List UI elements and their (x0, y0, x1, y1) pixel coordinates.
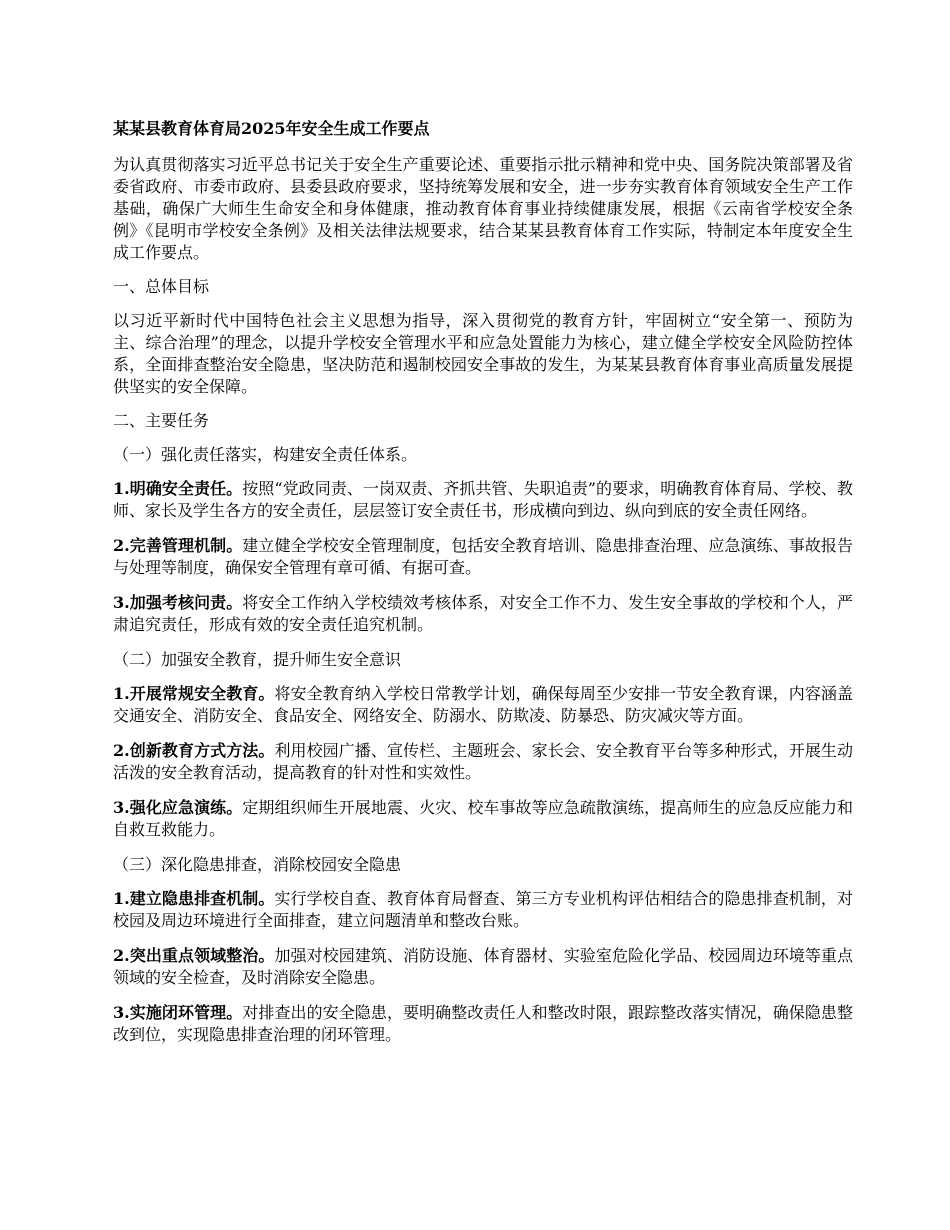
list-item (113, 797, 853, 841)
item-text: 将安全工作纳入学校绩效考核体系，对安全工作不力、发生安全事故的学校和个人，严肃追究责任，形成有效的安全责任追究机制。 (113, 593, 853, 634)
item-lead: 1.明确安全责任。 (113, 479, 243, 498)
list-item (113, 478, 853, 522)
item-lead: 3.加强考核问责。 (113, 593, 243, 612)
section-heading-main-tasks: 二、主要任务 (113, 411, 210, 430)
item-text: 利用校园广播、宣传栏、主题班会、家长会、安全教育平台等多种形式，开展生动活泼的安全教育活动，提高教育的针对性和实效性。 (113, 741, 853, 782)
list-item (113, 592, 853, 636)
list-item (113, 945, 853, 989)
list-item (113, 888, 853, 932)
list-item (113, 683, 853, 727)
document-page (113, 118, 853, 1059)
item-lead: 3.强化应急演练。 (113, 798, 243, 817)
subsection-heading-hazard-inspection: （三）深化隐患排查，消除校园安全隐患 (113, 855, 402, 874)
subsection-heading-responsibility: （一）强化责任落实，构建安全责任体系。 (113, 445, 418, 464)
item-text: 按照“党政同责、一岗双责、齐抓共管、失职追责”的要求，明确教育体育局、学校、教师、家长及学生各方的安全责任，层层签订安全责任书，形成横向到边、纵向到底的安全责任网络。 (113, 479, 853, 520)
document-title: 某某县教育体育局2025年安全生成工作要点 (113, 119, 430, 138)
item-text: 建立健全学校安全管理制度，包括安全教育培训、隐患排查治理、应急演练、事故报告与处理等制度，确保安全管理有章可循、有据可查。 (113, 536, 853, 577)
item-text: 实行学校自查、教育体育局督查、第三方专业机构评估相结合的隐患排查机制，对校园及周边环境进行全面排查，建立问题清单和整改台账。 (113, 889, 853, 930)
list-item (113, 1002, 853, 1046)
item-text: 对排查出的安全隐患，要明确整改责任人和整改时限，跟踪整改落实情况，确保隐患整改到位，实现隐患排查治理的闭环管理。 (113, 1003, 853, 1044)
item-text: 加强对校园建筑、消防设施、体育器材、实验室危险化学品、校园周边环境等重点领域的安全检查，及时消除安全隐患。 (113, 946, 853, 987)
intro-paragraph: 为认真贯彻落实习近平总书记关于安全生产重要论述、重要指示批示精神和党中央、国务院决策部署及省委省政府、市委市政府、县委县政府要求，坚持统筹发展和安全，进一步夯实教育体育领域安全生产工作基础，确保广大师生生命安全和身体健康，推动教育体育事业持续健康发展，根据《云南省学校安全条例》《昆明市学校安全条例》及相关法律法规要求，结合某某县教育体育工作实际，特制定本年度安全生成工作要点。 (113, 155, 853, 262)
item-lead: 2.突出重点领域整治。 (113, 946, 275, 965)
subsection-heading-safety-education: （二）加强安全教育，提升师生安全意识 (113, 650, 402, 669)
section-heading-overall-goal: 一、总体目标 (113, 277, 210, 296)
item-lead: 1.开展常规安全教育。 (113, 684, 275, 703)
item-text: 将安全教育纳入学校日常教学计划，确保每周至少安排一节安全教育课，内容涵盖交通安全、消防安全、食品安全、网络安全、防溺水、防欺凌、防暴恐、防灾减灾等方面。 (113, 684, 853, 725)
overall-goal-paragraph: 以习近平新时代中国特色社会主义思想为指导，深入贯彻党的教育方针，牢固树立“安全第一、预防为主、综合治理”的理念，以提升学校安全管理水平和应急处置能力为核心，建立健全学校安全风险防控体系，全面排查整治安全隐患，坚决防范和遏制校园安全事故的发生，为某某县教育体育事业高质量发展提供坚实的安全保障。 (113, 311, 853, 396)
item-lead: 2.创新教育方式方法。 (113, 741, 275, 760)
item-lead: 1.建立隐患排查机制。 (113, 889, 275, 908)
item-text: 定期组织师生开展地震、火灾、校车事故等应急疏散演练，提高师生的应急反应能力和自救互救能力。 (113, 798, 853, 839)
item-lead: 2.完善管理机制。 (113, 536, 243, 555)
list-item (113, 535, 853, 579)
list-item (113, 740, 853, 784)
item-lead: 3.实施闭环管理。 (113, 1003, 243, 1022)
